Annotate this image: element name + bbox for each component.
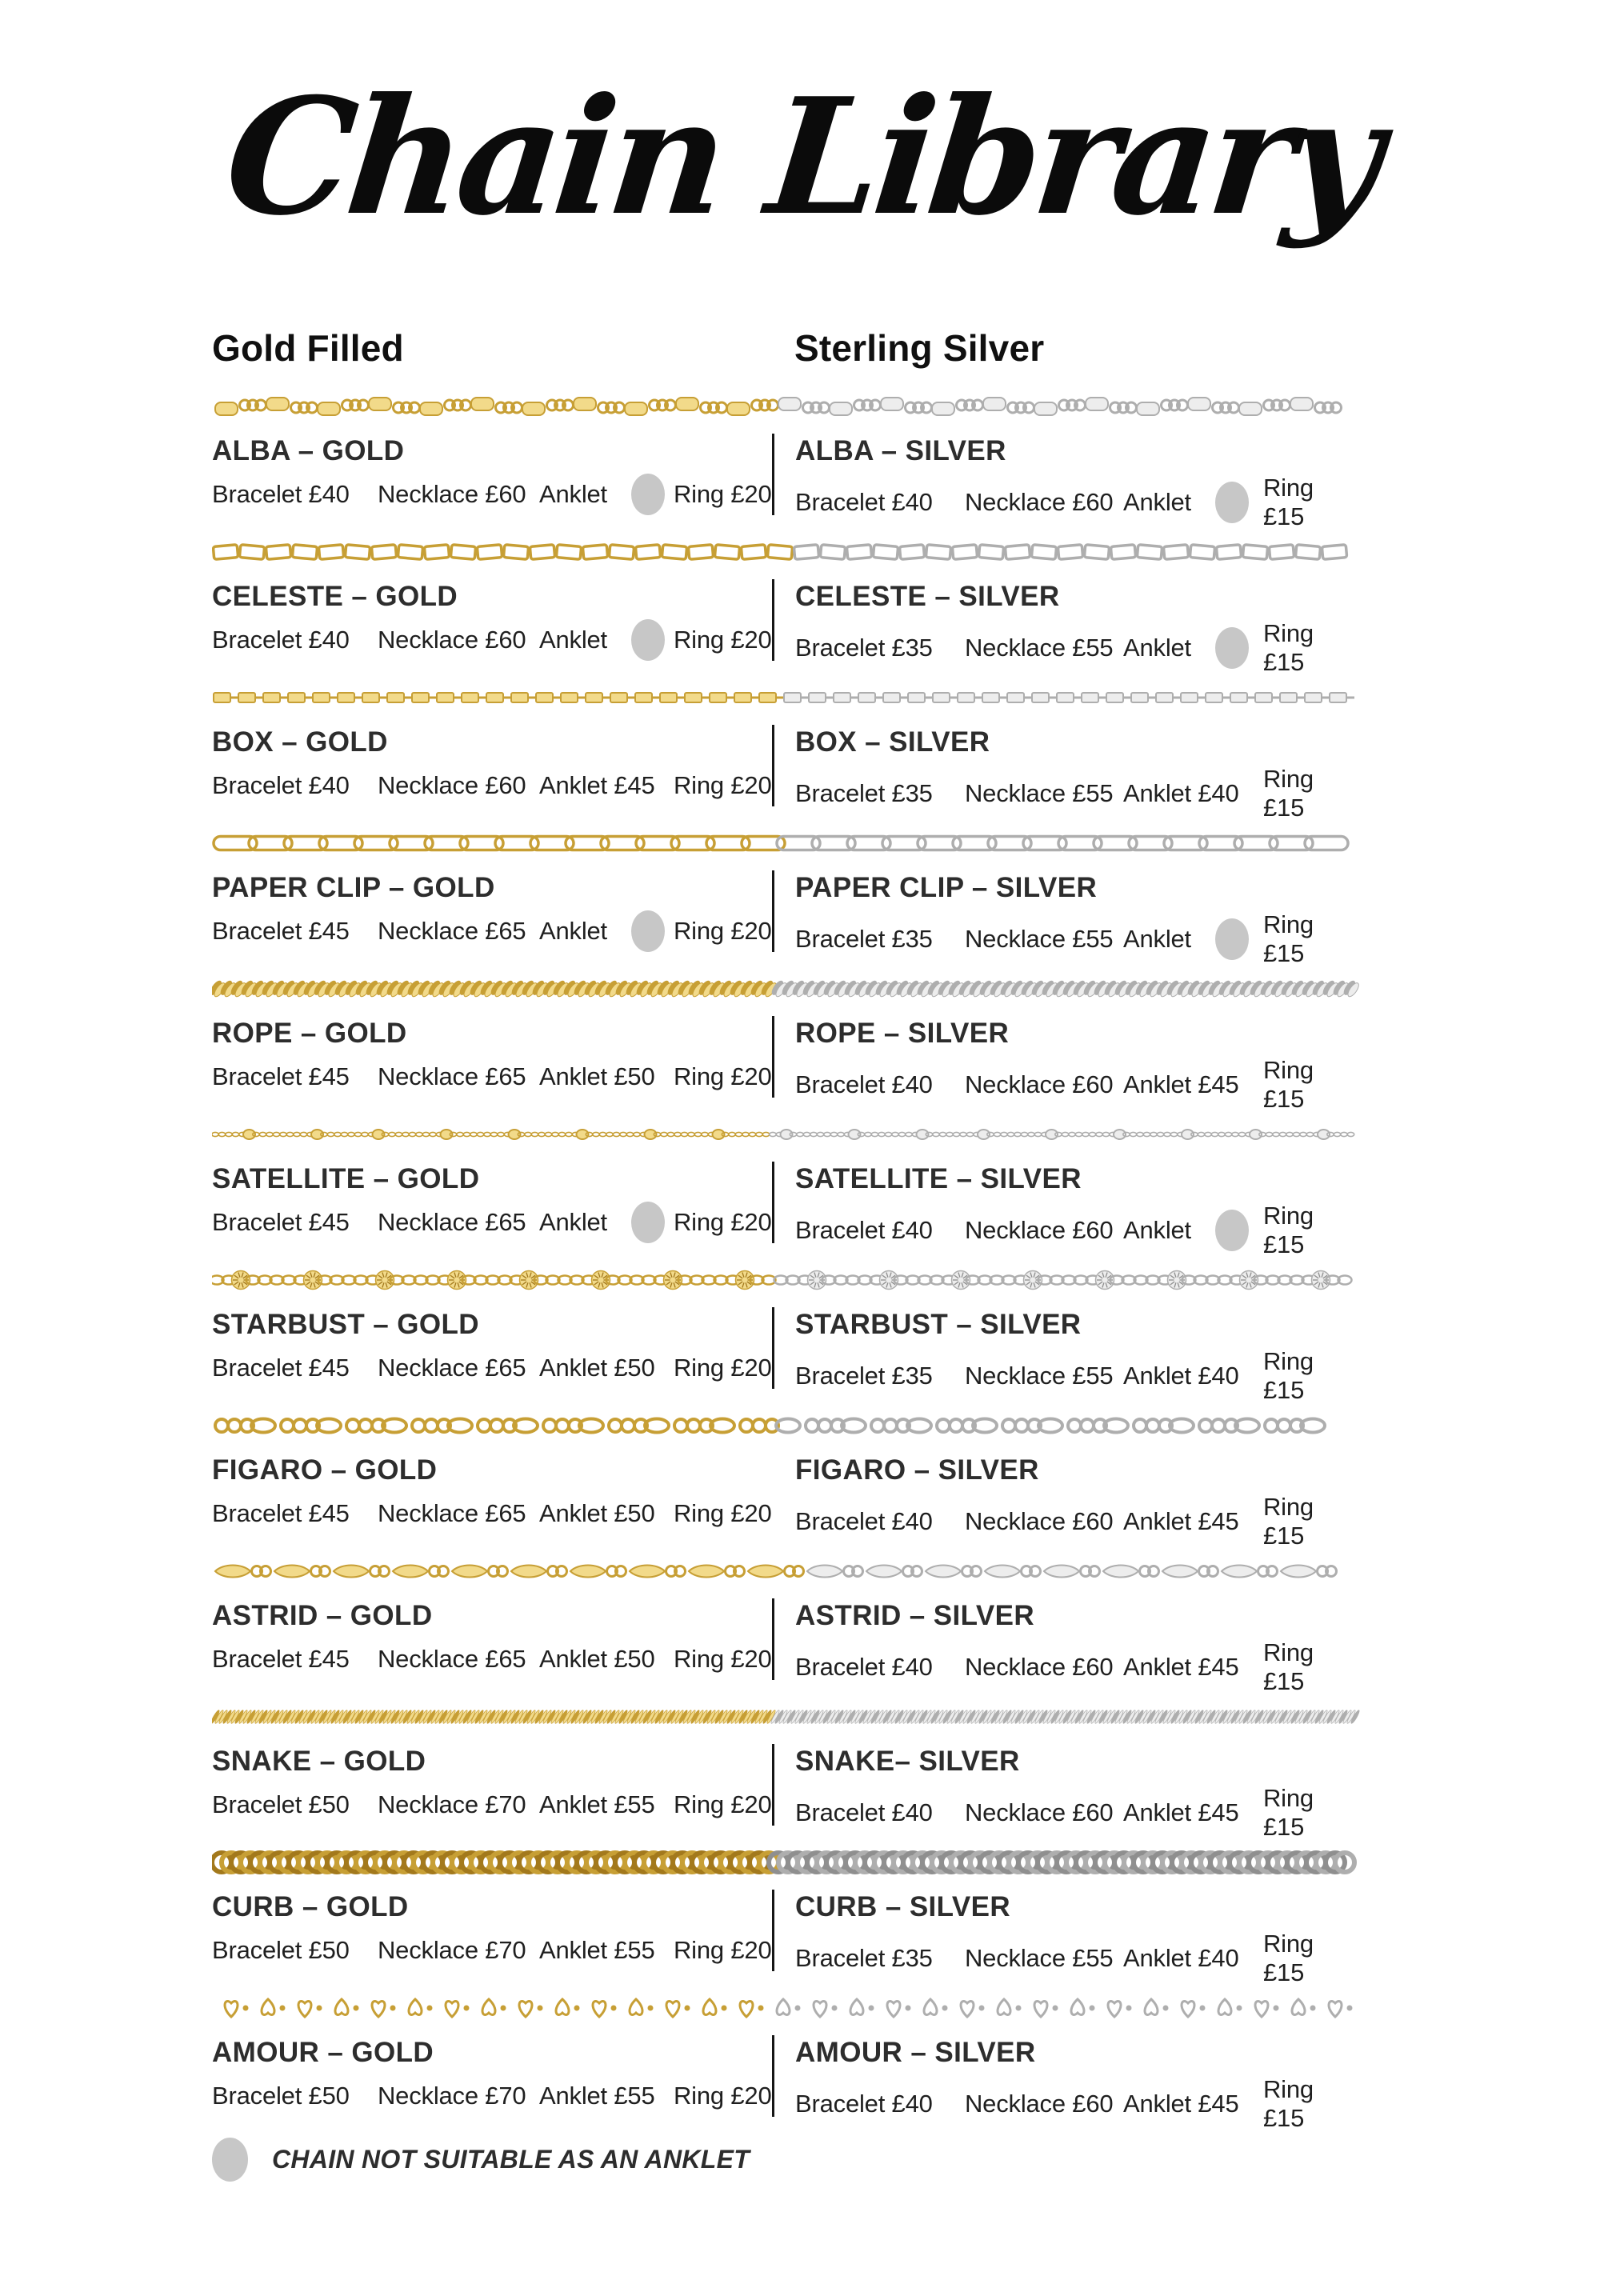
ring-price: Ring £20 [674, 1645, 772, 1673]
anklet-price-text: Anklet £45 [1123, 1653, 1239, 1681]
bracelet-price: Bracelet £35 [795, 925, 933, 953]
anklet-price [539, 619, 674, 661]
necklace-price: Necklace £65 [378, 1354, 526, 1382]
chain-row [212, 1990, 1360, 2132]
ring-price: Ring £15 [1263, 1202, 1314, 1258]
silver-variant-cell [772, 579, 1360, 676]
ring-price: Ring £20 [674, 2082, 772, 2110]
anklet-price-text: Anklet [1123, 925, 1191, 953]
anklet-price [539, 771, 674, 800]
price-line-silver [795, 2075, 1360, 2132]
anklet-price [1123, 1362, 1263, 1390]
anklet-price-text: Anklet £50 [539, 1645, 655, 1673]
not-suitable-dot-icon [1215, 627, 1249, 669]
silver-variant-cell [772, 1162, 1360, 1258]
chain-rows [212, 389, 1360, 2132]
ring-price: Ring £15 [1263, 765, 1314, 822]
necklace-price: Necklace £55 [965, 925, 1114, 953]
chain-name-silver: CELESTE – SILVER [795, 581, 1060, 612]
necklace-price: Necklace £65 [378, 917, 526, 945]
price-line-silver [795, 765, 1360, 822]
bracelet-price: Bracelet £40 [795, 1653, 933, 1681]
ring-price: Ring £20 [674, 480, 772, 508]
anklet-price-text: Anklet [1123, 488, 1191, 516]
necklace-price: Necklace £65 [378, 1208, 526, 1236]
anklet-price-text: Anklet £45 [539, 771, 655, 799]
bracelet-price: Bracelet £45 [212, 1645, 350, 1673]
necklace-price: Necklace £55 [965, 779, 1114, 807]
chain-row-text [212, 1162, 1360, 1258]
column-headers [212, 326, 1360, 370]
necklace-price: Necklace £60 [965, 1070, 1114, 1098]
price-line-gold [212, 1493, 772, 1534]
anklet-price [539, 1936, 674, 1965]
anklet-price [539, 1202, 674, 1243]
ring-price: Ring £20 [674, 771, 772, 799]
chain-row-text [212, 1598, 1360, 1695]
chain-row-text [212, 725, 1360, 822]
not-suitable-dot-icon [212, 2138, 248, 2182]
anklet-price [539, 1354, 674, 1382]
silver-variant-cell [772, 1453, 1360, 1550]
bracelet-price: Bracelet £40 [795, 488, 933, 516]
necklace-price: Necklace £60 [378, 626, 526, 654]
anklet-price-text: Anklet £50 [539, 1062, 655, 1090]
price-line-silver [795, 619, 1360, 676]
bracelet-price: Bracelet £45 [212, 1208, 350, 1236]
anklet-price [539, 1062, 674, 1091]
gold-variant-cell [212, 1453, 772, 1534]
price-line-gold [212, 1056, 772, 1098]
ring-price: Ring £15 [1263, 474, 1314, 530]
chain-row-text [212, 870, 1360, 967]
not-suitable-dot-icon [631, 1202, 665, 1243]
chain-image [212, 826, 1360, 861]
necklace-price: Necklace £65 [378, 1645, 526, 1673]
chain-row-text [212, 2035, 1360, 2132]
not-suitable-dot-icon [1215, 918, 1249, 960]
bracelet-price: Bracelet £50 [212, 2082, 350, 2110]
not-suitable-dot-icon [631, 910, 665, 952]
price-line-gold [212, 910, 772, 952]
bracelet-price: Bracelet £50 [212, 1936, 350, 1964]
anklet-legend [212, 2138, 1360, 2182]
chain-row [212, 1554, 1360, 1695]
chain-image [212, 1117, 1360, 1152]
price-line-silver [795, 1056, 1360, 1113]
chain-name-silver: SNAKE– SILVER [795, 1746, 1020, 1777]
ring-price: Ring £20 [674, 1062, 772, 1090]
ring-price: Ring £20 [674, 1208, 772, 1236]
chain-image [212, 534, 1360, 570]
chain-name-silver: CURB – SILVER [795, 1891, 1011, 1922]
anklet-price-text: Anklet [539, 480, 607, 508]
anklet-price [1123, 1507, 1263, 1536]
anklet-price-text: Anklet £45 [1123, 1798, 1239, 1826]
chain-image [212, 1262, 1360, 1298]
chain-row [212, 971, 1360, 1113]
anklet-price-text: Anklet £55 [539, 1936, 655, 1964]
chain-row [212, 389, 1360, 530]
chain-library-content [212, 326, 1360, 2182]
price-line-gold [212, 474, 772, 515]
chain-name-silver: SATELLITE – SILVER [795, 1163, 1082, 1194]
chain-row [212, 1117, 1360, 1258]
chain-image [212, 680, 1360, 715]
price-line-gold [212, 2075, 772, 2117]
chain-row-text [212, 1453, 1360, 1550]
anklet-price-text: Anklet £55 [539, 2082, 655, 2110]
anklet-price-text: Anklet £45 [1123, 1070, 1239, 1098]
necklace-price: Necklace £70 [378, 2082, 526, 2110]
chain-row [212, 1408, 1360, 1550]
necklace-price: Necklace £60 [965, 1507, 1114, 1535]
gold-variant-cell [212, 870, 772, 952]
ring-price: Ring £20 [674, 1499, 772, 1527]
silver-variant-cell [772, 1598, 1360, 1695]
ring-price: Ring £15 [1263, 1493, 1314, 1550]
chain-name-gold: STARBUST – GOLD [212, 1309, 479, 1340]
chain-name-gold: BOX – GOLD [212, 726, 388, 758]
chain-row-text [212, 579, 1360, 676]
price-line-gold [212, 619, 772, 661]
anklet-price [1123, 1070, 1263, 1099]
anklet-price [1123, 1653, 1263, 1682]
bracelet-price: Bracelet £35 [795, 634, 933, 662]
bracelet-price: Bracelet £35 [795, 1362, 933, 1390]
anklet-price [539, 474, 674, 515]
anklet-price-text: Anklet £40 [1123, 1362, 1239, 1390]
chain-row [212, 1699, 1360, 1841]
price-line-gold [212, 1202, 772, 1243]
ring-price: Ring £15 [1263, 910, 1314, 967]
chain-name-silver: FIGARO – SILVER [795, 1454, 1039, 1486]
anklet-price-text: Anklet [1123, 634, 1191, 662]
sterling-silver-header: Sterling Silver [794, 327, 1045, 369]
silver-variant-cell [772, 870, 1360, 967]
anklet-legend-text: CHAIN NOT SUITABLE AS AN ANKLET [272, 2145, 750, 2174]
ring-price: Ring £20 [674, 626, 772, 654]
chain-image [212, 1990, 1360, 2026]
chain-image [212, 1554, 1360, 1589]
chain-row-text [212, 1890, 1360, 1986]
chain-image [212, 1699, 1360, 1734]
necklace-price: Necklace £65 [378, 1062, 526, 1090]
silver-variant-cell [772, 1890, 1360, 1986]
anklet-price [539, 910, 674, 952]
necklace-price: Necklace £65 [378, 1499, 526, 1527]
bracelet-price: Bracelet £45 [212, 1354, 350, 1382]
necklace-price: Necklace £70 [378, 1790, 526, 1818]
chain-name-silver: ASTRID – SILVER [795, 1600, 1035, 1631]
gold-filled-header: Gold Filled [212, 327, 404, 369]
ring-price: Ring £15 [1263, 1784, 1314, 1841]
bracelet-price: Bracelet £40 [795, 1216, 933, 1244]
silver-variant-cell [772, 1016, 1360, 1113]
gold-variant-cell [212, 1598, 772, 1680]
chain-name-gold: CURB – GOLD [212, 1891, 409, 1922]
anklet-price-text: Anklet £45 [1123, 1507, 1239, 1535]
anklet-price [1123, 779, 1263, 808]
anklet-price [539, 2082, 674, 2110]
anklet-price-text: Anklet [1123, 1216, 1191, 1244]
anklet-price-text: Anklet [539, 917, 607, 945]
bracelet-price: Bracelet £45 [212, 917, 350, 945]
chain-row-text [212, 1016, 1360, 1113]
silver-variant-cell [772, 434, 1360, 530]
necklace-price: Necklace £60 [965, 1216, 1114, 1244]
chain-row [212, 1845, 1360, 1986]
price-line-gold [212, 1784, 772, 1826]
gold-variant-cell [212, 434, 772, 515]
gold-variant-cell [212, 1307, 772, 1389]
anklet-price-text: Anklet [539, 626, 607, 654]
chain-row [212, 826, 1360, 967]
chain-name-gold: ASTRID – GOLD [212, 1600, 433, 1631]
chain-name-silver: AMOUR – SILVER [795, 2037, 1036, 2068]
price-line-silver [795, 1930, 1360, 1986]
necklace-price: Necklace £60 [965, 1798, 1114, 1826]
chain-image [212, 389, 1360, 424]
necklace-price: Necklace £70 [378, 1936, 526, 1964]
ring-price: Ring £15 [1263, 1638, 1314, 1695]
necklace-price: Necklace £55 [965, 1362, 1114, 1390]
bracelet-price: Bracelet £35 [795, 1944, 933, 1972]
price-line-silver [795, 1638, 1360, 1695]
gold-variant-cell [212, 1890, 772, 1971]
anklet-price [539, 1645, 674, 1674]
ring-price: Ring £15 [1263, 1930, 1314, 1986]
price-line-silver [795, 1347, 1360, 1404]
anklet-price-text: Anklet £55 [539, 1790, 655, 1818]
price-line-silver [795, 1784, 1360, 1841]
chain-image [212, 971, 1360, 1006]
chain-name-gold: PAPER CLIP – GOLD [212, 872, 495, 903]
chain-name-gold: CELESTE – GOLD [212, 581, 458, 612]
gold-variant-cell [212, 2035, 772, 2117]
price-line-silver [795, 910, 1360, 967]
gold-variant-cell [212, 1744, 772, 1826]
ring-price: Ring £15 [1263, 1056, 1314, 1113]
not-suitable-dot-icon [631, 619, 665, 661]
price-line-gold [212, 1638, 772, 1680]
ring-price: Ring £15 [1263, 1347, 1314, 1404]
bracelet-price: Bracelet £40 [212, 480, 350, 508]
chain-name-gold: SATELLITE – GOLD [212, 1163, 480, 1194]
ring-price: Ring £20 [674, 1936, 772, 1964]
anklet-price [1123, 627, 1263, 669]
chain-row-text [212, 1744, 1360, 1841]
necklace-price: Necklace £55 [965, 1944, 1114, 1972]
not-suitable-dot-icon [631, 474, 665, 515]
bracelet-price: Bracelet £40 [212, 626, 350, 654]
bracelet-price: Bracelet £50 [212, 1790, 350, 1818]
anklet-price [1123, 918, 1263, 960]
anklet-price [539, 1499, 674, 1528]
necklace-price: Necklace £55 [965, 634, 1114, 662]
bracelet-price: Bracelet £45 [212, 1499, 350, 1527]
silver-variant-cell [772, 1744, 1360, 1841]
anklet-price-text: Anklet £50 [539, 1354, 655, 1382]
chain-image [212, 1845, 1360, 1880]
chain-row [212, 1262, 1360, 1404]
chain-image [212, 1408, 1360, 1443]
necklace-price: Necklace £60 [378, 480, 526, 508]
chain-name-gold: SNAKE – GOLD [212, 1746, 426, 1777]
anklet-price-text: Anklet £45 [1123, 2090, 1239, 2118]
chain-row-text [212, 434, 1360, 530]
chain-name-silver: PAPER CLIP – SILVER [795, 872, 1098, 903]
bracelet-price: Bracelet £45 [212, 1062, 350, 1090]
ring-price: Ring £15 [1263, 2075, 1314, 2132]
not-suitable-dot-icon [1215, 482, 1249, 523]
price-line-gold [212, 1347, 772, 1389]
ring-price: Ring £20 [674, 1790, 772, 1818]
chain-row [212, 534, 1360, 676]
gold-variant-cell [212, 725, 772, 806]
ring-price: Ring £15 [1263, 619, 1314, 676]
chain-name-silver: BOX – SILVER [795, 726, 990, 758]
anklet-price [1123, 2090, 1263, 2118]
silver-variant-cell [772, 2035, 1360, 2132]
chain-name-silver: STARBUST – SILVER [795, 1309, 1082, 1340]
anklet-price-text: Anklet [539, 1208, 607, 1236]
chain-name-silver: ALBA – SILVER [795, 435, 1006, 466]
bracelet-price: Bracelet £40 [795, 1507, 933, 1535]
anklet-price [1123, 1210, 1263, 1251]
anklet-price-text: Anklet £50 [539, 1499, 655, 1527]
ring-price: Ring £20 [674, 917, 772, 945]
gold-variant-cell [212, 1016, 772, 1098]
gold-variant-cell [212, 1162, 772, 1243]
bracelet-price: Bracelet £40 [212, 771, 350, 799]
necklace-price: Necklace £60 [965, 488, 1114, 516]
gold-variant-cell [212, 579, 772, 661]
anklet-price-text: Anklet £40 [1123, 1944, 1239, 1972]
not-suitable-dot-icon [1215, 1210, 1249, 1251]
silver-variant-cell [772, 1307, 1360, 1404]
bracelet-price: Bracelet £35 [795, 779, 933, 807]
silver-variant-cell [772, 725, 1360, 822]
bracelet-price: Bracelet £40 [795, 2090, 933, 2118]
chain-name-silver: ROPE – SILVER [795, 1018, 1010, 1049]
chain-name-gold: ALBA – GOLD [212, 435, 405, 466]
price-line-silver [795, 474, 1360, 530]
chain-name-gold: FIGARO – GOLD [212, 1454, 438, 1486]
necklace-price: Necklace £60 [965, 2090, 1114, 2118]
page-title: Chain Library [218, 63, 1386, 251]
price-line-gold [212, 1930, 772, 1971]
anklet-price [539, 1790, 674, 1819]
chain-row [212, 680, 1360, 822]
necklace-price: Necklace £60 [965, 1653, 1114, 1681]
price-line-silver [795, 1202, 1360, 1258]
price-line-gold [212, 765, 772, 806]
anklet-price [1123, 482, 1263, 523]
necklace-price: Necklace £60 [378, 771, 526, 799]
chain-row-text [212, 1307, 1360, 1404]
bracelet-price: Bracelet £40 [795, 1070, 933, 1098]
bracelet-price: Bracelet £40 [795, 1798, 933, 1826]
price-line-silver [795, 1493, 1360, 1550]
anklet-price [1123, 1944, 1263, 1973]
ring-price: Ring £20 [674, 1354, 772, 1382]
chain-name-gold: AMOUR – GOLD [212, 2037, 434, 2068]
chain-name-gold: ROPE – GOLD [212, 1018, 407, 1049]
anklet-price-text: Anklet £40 [1123, 779, 1239, 807]
anklet-price [1123, 1798, 1263, 1827]
